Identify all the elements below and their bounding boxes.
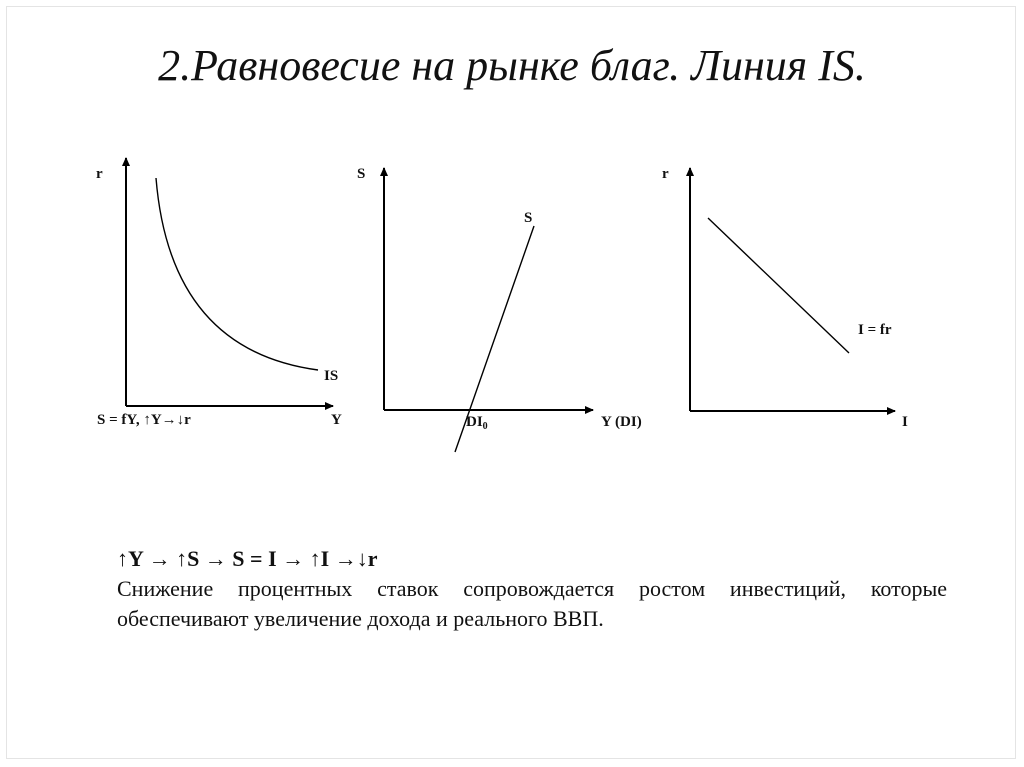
- is-x-axis-label: Y: [331, 412, 342, 428]
- is-curve: [156, 178, 318, 370]
- explanation-block: [117, 544, 947, 634]
- savings-x-axis-label: Y (DI): [601, 414, 642, 430]
- investment-y-axis-label: r: [662, 166, 669, 182]
- is-y-axis-label: r: [96, 166, 103, 182]
- investment-diagram: [662, 166, 908, 430]
- slide-title: 2.Равновесие на рынке благ. Линия IS.: [158, 41, 866, 90]
- savings-y-axis-label: S: [357, 166, 366, 182]
- investment-line: [708, 218, 849, 353]
- savings-intercept-label: $DI_0$: [466, 414, 488, 432]
- investment-line-label: I = fr: [858, 322, 892, 338]
- savings-diagram: [357, 166, 642, 452]
- is-diagram: [96, 158, 342, 428]
- is-note: S = fY, ↑Y→↓r: [97, 412, 191, 428]
- is-curve-label: IS: [324, 368, 339, 384]
- explanation-paragraph: Снижение процентных ставок сопровождается ростом инвестиций, которые обеспечивают увеличение дохода и реального ВВП.: [117, 576, 947, 631]
- causal-chain: ↑Y → ↑S → S = I → ↑I →↓r: [117, 546, 378, 571]
- investment-x-axis-label: I: [902, 414, 908, 430]
- savings-line-label: S: [524, 210, 533, 226]
